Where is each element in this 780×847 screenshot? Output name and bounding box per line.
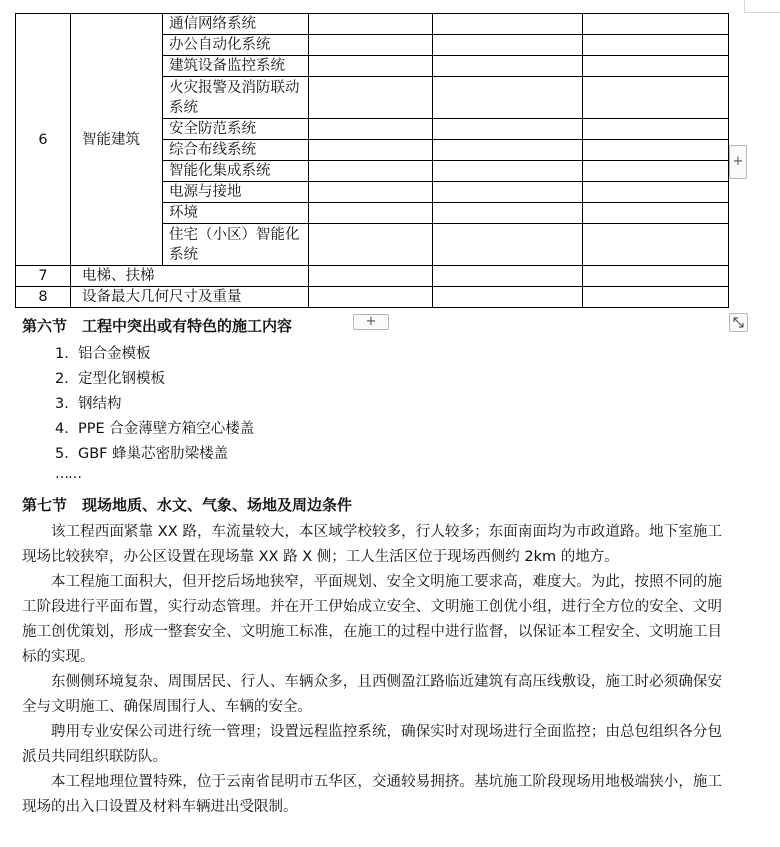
category-cell: 设备最大几何尺寸及重量	[71, 287, 309, 308]
empty-cell[interactable]	[583, 140, 729, 161]
empty-cell[interactable]	[309, 35, 433, 56]
category-cell: 电梯、扶梯	[71, 266, 309, 287]
list-text: GBF 蜂巢芯密肋梁楼盖	[78, 446, 229, 462]
equipment-table	[15, 13, 729, 308]
item-cell: 电源与接地	[163, 182, 309, 203]
empty-cell[interactable]	[433, 140, 583, 161]
item-cell: 住宅（小区）智能化系统	[163, 224, 309, 266]
item-cell: 综合布线系统	[163, 140, 309, 161]
paragraph: 聘用专业安保公司进行统一管理；设置远程监控系统，确保实时对现场进行全面监控；由总包组织各分包派员共同组织联防队。	[22, 724, 722, 765]
empty-cell[interactable]	[583, 287, 729, 308]
empty-cell[interactable]	[433, 224, 583, 266]
empty-cell[interactable]	[309, 77, 433, 119]
empty-cell[interactable]	[433, 161, 583, 182]
empty-cell[interactable]	[583, 119, 729, 140]
item-cell: 智能化集成系统	[163, 161, 309, 182]
list-item	[55, 369, 254, 394]
list-item	[55, 344, 254, 369]
list-number: 1.	[55, 346, 69, 362]
empty-cell[interactable]	[309, 14, 433, 35]
item-cell: 通信网络系统	[163, 14, 309, 35]
empty-cell[interactable]	[583, 203, 729, 224]
list-number: 4.	[55, 421, 69, 437]
table-row	[16, 287, 729, 308]
add-column-button[interactable]: +	[729, 145, 747, 179]
row-number-cell: 7	[16, 266, 71, 287]
item-cell: 火灾报警及消防联动系统	[163, 77, 309, 119]
empty-cell[interactable]	[433, 35, 583, 56]
empty-cell[interactable]	[583, 182, 729, 203]
empty-cell[interactable]	[433, 119, 583, 140]
empty-cell[interactable]	[309, 224, 433, 266]
body-text	[22, 520, 722, 820]
table-row	[16, 266, 729, 287]
empty-cell[interactable]	[309, 140, 433, 161]
empty-cell[interactable]	[583, 56, 729, 77]
item-cell: 环境	[163, 203, 309, 224]
resize-icon	[730, 314, 747, 331]
empty-cell[interactable]	[433, 56, 583, 77]
list-number: 5.	[55, 446, 69, 462]
section-heading: 第七节 现场地质、水文、气象、场地及周边条件	[22, 496, 353, 514]
list-item	[55, 444, 254, 469]
empty-cell[interactable]	[433, 14, 583, 35]
empty-cell[interactable]	[583, 266, 729, 287]
list-item	[55, 394, 254, 419]
empty-cell[interactable]	[433, 182, 583, 203]
page-corner-mark	[744, 12, 780, 13]
list-ellipsis: ……	[55, 466, 81, 482]
list-number: 3.	[55, 396, 69, 412]
empty-cell[interactable]	[309, 287, 433, 308]
item-cell: 建筑设备监控系统	[163, 56, 309, 77]
table-row	[16, 14, 729, 35]
add-row-button[interactable]: +	[353, 314, 389, 330]
paragraph: 本工程地理位置特殊，位于云南省昆明市五华区，交通较易拥挤。基坑施工阶段现场用地极端狭小，施工现场的出入口设置及材料车辆进出受限制。	[22, 774, 722, 815]
item-cell: 安全防范系统	[163, 119, 309, 140]
list-item	[55, 419, 254, 444]
list-text: 钢结构	[78, 396, 122, 412]
feature-list	[55, 344, 254, 469]
list-text: 铝合金模板	[78, 346, 151, 362]
category-cell: 智能建筑	[71, 14, 163, 266]
empty-cell[interactable]	[309, 266, 433, 287]
empty-cell[interactable]	[583, 35, 729, 56]
item-cell: 办公自动化系统	[163, 35, 309, 56]
empty-cell[interactable]	[309, 182, 433, 203]
section-heading: 第六节 工程中突出或有特色的施工内容	[22, 317, 293, 335]
row-number-cell: 8	[16, 287, 71, 308]
list-text: 定型化钢模板	[78, 371, 165, 387]
paragraph: 该工程西面紧靠 XX 路，车流量较大，本区域学校较多，行人较多；东面南面均为市政道路。地下室施工现场比较狭窄，办公区设置在现场靠 XX 路 X 侧；工人生活区位于现场西侧约 2km 的地方。	[22, 524, 722, 565]
row-number-cell: 6	[16, 14, 71, 266]
list-number: 2.	[55, 371, 69, 387]
empty-cell[interactable]	[583, 14, 729, 35]
empty-cell[interactable]	[433, 287, 583, 308]
paragraph: 本工程施工面积大，但开挖后场地狭窄，平面规划、安全文明施工要求高，难度大。为此，按照不同的施工阶段进行平面布置，实行动态管理。并在开工伊始成立安全、文明施工创优小组，进行全方位的安全、文明施工创优策划，形成一整套安全、文明施工标准，在施工的过程中进行监督，以保证本工程安全、文明施工目标的实现。	[22, 574, 722, 665]
table-resize-handle[interactable]	[729, 313, 748, 332]
list-text: PPE 合金薄壁方箱空心楼盖	[78, 421, 255, 437]
empty-cell[interactable]	[309, 203, 433, 224]
empty-cell[interactable]	[309, 161, 433, 182]
empty-cell[interactable]	[433, 203, 583, 224]
empty-cell[interactable]	[309, 119, 433, 140]
empty-cell[interactable]	[433, 266, 583, 287]
empty-cell[interactable]	[433, 77, 583, 119]
empty-cell[interactable]	[583, 161, 729, 182]
paragraph: 东侧侧环境复杂、周围居民、行人、车辆众多，且西侧盈江路临近建筑有高压线敷设，施工时必须确保安全与文明施工、确保周围行人、车辆的安全。	[22, 674, 722, 715]
page-corner-mark	[744, 0, 745, 12]
empty-cell[interactable]	[583, 77, 729, 119]
empty-cell[interactable]	[309, 56, 433, 77]
empty-cell[interactable]	[583, 224, 729, 266]
